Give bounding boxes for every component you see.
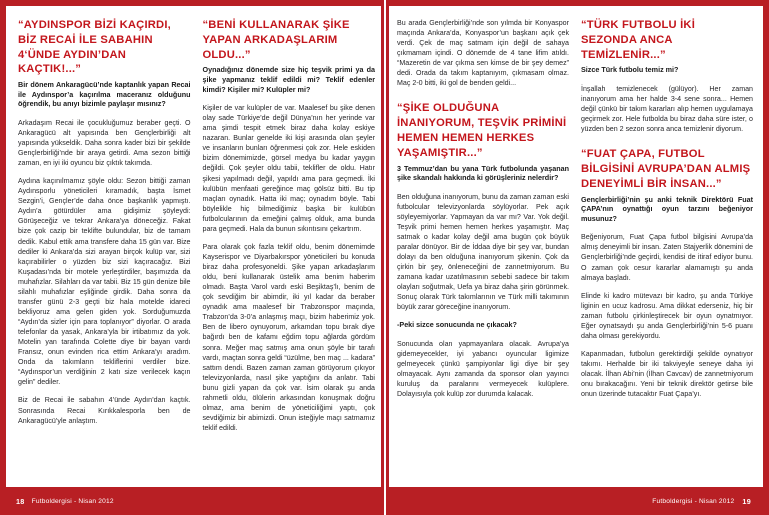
question-aydinspor: Bir dönem Ankaragücü’nde kaptanlık yapan Recai ile Aydınspor’a kaçırılma maceranız olduğunu öğrendik, bu anıyı bizimle paylaşır mısınız?	[18, 80, 191, 109]
paragraph: Kapanmadan, futbolun gerektirdiği şekilde oynatıyor takımı. Herhalde bir iki takviyeyle seneye daha iyi olacak. İlhan Abi’nin (İlhan Cavcav) de zannetmiyorum onu bırakacağını. Yeni bir teknik direktör getirse bile onun üzerinde tutacaktır Fuat Çapa’yı.	[581, 349, 753, 399]
paragraph: Bu arada Gençlerbirliği’nde son yılmda bir Konyaspor maçında Ankara’da, Konyaspor’un başkanı açık çek verdi. Çek de maç satmam için değil de sahaya çıkmamam içindi. O dönemde de 4 tane lifim atıldı. “Mazeretin de var çıkma sen kimse de bir şey demez” dedi. Orada da takım kaptanıyım, çıkmasam olmaz. Maç 2-0 bitti, iki gol de benden geldi...	[397, 19, 569, 88]
headline-sike-olduguna: “ŞİKE OLDUĞUNA İNANIYORUM, TEŞVİK PRİMİNİ HEMEN HEMEN HERKES YAŞAMIŞTIR...”	[397, 102, 567, 159]
paragraph: İnşallah temizlenecek (gülüyor). Her zaman inanıyorum ama her halde 3-4 sene sonra... Hemen değil çünkü bir takım kararları alıp hemen uygulamaya geçirmek zor. Hele futbolda bu biraz daha süre ister, o yüzden ben 2 sezon sonra anca temizlenir diyorum.	[581, 84, 753, 134]
subquestion-sonuc: -Peki sizce sonucunda ne çıkacak?	[397, 320, 517, 330]
headline-aydinspor: “AYDINSPOR BİZİ KAÇIRDI, BİZ RECAİ İLE SABAHIN 4‘ÜNDE AYDIN’DAN KAÇTIK!...”	[18, 19, 171, 76]
paragraph: Sonucunda olan yapmayanlara olacak. Avrupa’ya gidemeyecekler, iyi yabancı oyuncular ligimize gelmeyecek çünkü şampiyonlar ligi diye bir şey olmayacak. Aynı zamanda da sponsor olan yayıncı kuruluş da paralarını vermeyecek kulüplere. Dolayısıyla çok kulüp zor durumda kalacak.	[397, 339, 569, 398]
article-column-3	[397, 18, 569, 481]
question-futbol-temiz: Sizce Türk futbolu temiz mi?	[581, 65, 679, 75]
page-number: 18	[16, 496, 25, 506]
headline-sike-arkadaslarim: “BENİ KULLANARAK ŞİKE YAPAN ARKADAŞLARIM OLDU...”	[202, 19, 350, 61]
question-fuat-capa: Gençlerbirliği’nin şu anki teknik Direktörü Fuat ÇAPA’nın oynattığı oyun tarzını beğeniyor musunuz?	[581, 194, 753, 223]
paragraph: Para olarak çok fazla teklif oldu, benim dönemimde Kayserispor ve Diyarbakırspor yöneticileri bu konuda biraz daha profesyoneldi. Şike yapan arkadaşlarım oldu, beni kullanarak üstelik ama benim haberim olmadı. Başta Varol vardı eski Beşiktaş’lı, benim de çok sevdiğim bir abimdir, iki yıl kadar da beraber oynadık ama maalesef bir Trabzonspor maçında, Trabzon’da 3-0’a anlaşmış maçı, bizim haberimiz yok. Ben de libero oynuyorum, arkamdan topu bırak diye bağırdı ben de kafamı eğdim topu ağlarda gördüm sonra. Meğer maç satmış ama onun şöyle bir tarafı vardı, maçtan sonra geldi “üzülme, ben maç ... kadara” sattım dendi. Bazen zaman zaman görüyorum çıkıyor televizyonlarda, nasıl şike yaptığını da anlatır. Tabi bunu gizli yapan da çok var. İsim olarak şu anda rahmetli oldu, ölülerin arkasından konuşmak doğru olmaz, ama benim de yöneticiliğimi yaptı, çok sevdiğimiz bir abimizdi. Onun isteğiyle maçı satmamız teklif edildi.	[202, 242, 375, 433]
question-sike-teklif: Oynadığınız dönemde size hiç teşvik primi ya da şike yapmanız teklif edildi mi? Teklif edenler kimdi? Kişiler mi? Kulüpler mi?	[202, 65, 375, 94]
paragraph: Aydına kaçınılmamız şöyle oldu: Sezon bittiği zaman Aydınsporlu yöneticileri kıramadık, başta İsmet Sezgin’i, Gençler’de daha önce başkanlık yapmıştı. Aydın’a götürdüler ama gidişimiz şöyleydi: Görüşeceğiz ve tekrar Ankara’ya döneceğiz. Fakat bize çok cazip bir teklifte bulundular, biz de tamam dedik. Kabul ettik ama transfere daha 15 gün var. Bize dediler ki Ankara’da sizi arayan birçok kulüp var, sizi kaçırabilirler o yüzden biz sizi kaçıracağız. Bizi Kuşadası’nda bir motele yerleştirdiler, başımızda da muhafızlar. Silahları da var tabii. Biz 15 gün denize bile silahlı muhafızlar eşliğinde girdik. Daha sonra da transfer günü 2-3 geçti biz hala motelde idareci bekliyoruz ama gelen giden yok. Sorduğumuzda “Aydın’da sizler için para toplanıyor” diyorlar. O arada telefonlar da yasak, Ankara’yla bir irtibatımız da yok. Motelin yan tarafında Colette diye bir bayan vardı Fransız, onun evinden rica ettim Ankara’yı aradım. Onda da takımların tekliflerini verdiler bize. “Aydınspor’un verdiğinin 2 katı size verilecek kaçın gelin” dediler.	[18, 177, 191, 387]
left-page-content	[6, 6, 381, 487]
headline-turk-futbolu: “TÜRK FUTBOLU İKİ SEZONDA ANCA TEMİZLENİR...”	[581, 19, 696, 61]
headline-fuat-capa: “FUAT ÇAPA, FUTBOL BİLGİSİNİ AVRUPA’DAN ALMIŞ DENEYİMLİ BİR İNSAN...”	[581, 148, 751, 190]
article-column-4	[581, 18, 753, 481]
footer-publication-text: Futboldergisi - Nisan 2012	[31, 497, 114, 505]
right-page	[385, 0, 769, 515]
paragraph: Elinde ki kadro mütevazı bir kadro, şu anda Türkiye liginin en ucuz kadrosu. Ama dikkat ederseniz, hiç bir zaman futbolu çirkinleştirecek bir oyun oynatmıyor. Eğer oynatsaydı şu anda Gençlerbirliği’nin 5-6 puanı daha olması gerekiyordu.	[581, 291, 753, 340]
paragraph: Kişiler de var kulüpler de var. Maalesef bu şike denen olay sade Türkiye’de değil Dünya’nın her yerinde var ama şimdi tespit etmek biraz daha kolay eskiye nazaran. Bunlar genelde iki kişi arasında olan şeyler ve insanların bunları öğrenmesi çok zor. Hele eskiden bizim dönemimizde, görsel medya bu kadar yaygın değildi. Çok şeyler oldu tabii, teklifler de oldu. Hatır şikesi yapılmadı değil, yapıldı ama para geçmedi. İki kulübün menfaati gereğince maç gölsüz bitti. Bu tip maçları oynadık. Hatta iki maç; oynadım böyle. Tabi böylelikle hiç bilmediğimiz başka bir kulübün futbolcularının da emeğini çalmış olduk, ama bunda para geçmedi. Hala da bunun sıkıntısını çekartrım.	[202, 104, 375, 233]
page-number: 19	[742, 496, 751, 506]
paragraph: Beğeniyorum, Fuat Çapa futbol bilgisini Avrupa’da almış deneyimli bir insan. Zaten Stajyerlik dönemini de Gençlerbirliği’nde geçirdi, kendisi de itiraf ediyor bunu. O zaman çok cesur kararlar alamamıştı şu anda almaya başladı.	[581, 233, 753, 282]
paragraph: Biz de Recai ile sabahın 4’ünde Aydın’dan kaçtık. Sonrasında Recai Kırıkkalesporla ben de Ankaragücü’yle anlaştım.	[18, 396, 191, 425]
question-sike-skandali: 3 Temmuz’dan bu yana Türk futbolunda yaşanan şike skandalı hakkında ki görüşleriniz nelerdir?	[397, 163, 569, 183]
article-column-2	[203, 18, 376, 481]
right-page-content	[389, 6, 763, 487]
paragraph: Ben olduğuna inanıyorum, bunu da zaman zaman eski futbolcular televizyonlarda söylüyorlar. Pek açık söyleyemiyorlar. Yapmayan da var mı? Var. Yok değil. Teşvik primi hemen hemen herkes yaşamıştır. Maç satmak o kadar kolay değil ama bugün çok büyük paralar dönüyor. Bir de İddaa diye bir şey var, bundan dolayı da ben olduğuna inanıyorum şikenin. Çok da çirkin bir şey, önleneceğini de zannetmiyorum. Bu zamana kadar uzatılmasının sebebi sadece bir takım olayları soğutmak, Uefa ya biraz daha şirin görünmek. Sonuç olarak Türk takımlarının ve Türk milli takımının büyük zarar göreceğine inanıyorum.	[397, 192, 569, 312]
article-column-1	[18, 18, 191, 481]
paragraph: Arkadaşım Recai ile çocukluğumuz beraber geçti. O Ankaragücü alt yapısında ben Gençlerbirliği alt yapısında yükseldik. Daha sonra kader bizi bir şekilde Gençlerbirliği’nde bir araya getirdi. Ama sezon bittiği zaman, en iyi iki oyuncu biz çıktık takımda.	[18, 118, 191, 168]
right-page-footer	[385, 487, 769, 515]
footer-publication-text: Futboldergisi - Nisan 2012	[652, 497, 735, 505]
left-page-footer	[0, 487, 385, 515]
page-gutter	[384, 0, 386, 515]
